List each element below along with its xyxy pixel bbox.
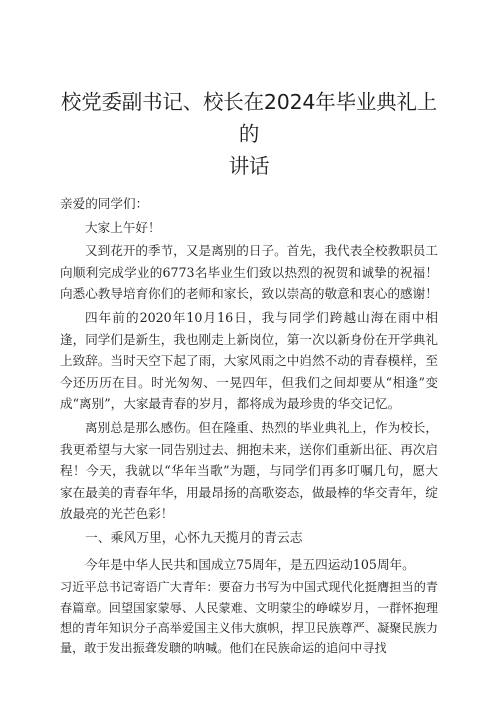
speech-body [60,193,438,659]
title-line-1: 校党委副书记、校长在2024年毕业典礼上的 [60,90,438,146]
paragraph-opening: 又到花开的季节，又是离别的日子。首先，我代表全校教职员工向顺利完成学业的6773名毕业生们致以热烈的祝贺和诚挚的祝福！向悉心教导培育你们的老师和家长，致以崇高的敬意和衷心的感谢！ [60,243,438,302]
paragraph-farewell: 离别总是那么感伤。但在隆重、热烈的毕业典礼上，作为校长，我更希望与大家一同告别过去、拥抱未来，送你们重新出征、再次启程！今天，我就以“华年当歌”为题，与同学们再多叮嘱几句，愿大家在最美的青春年华，用最昂扬的高歌姿态，做最棒的华交青年，绽放最亮的光芒色彩！ [60,419,438,522]
paragraph-quote: 习近平总书记寄语广大青年：要奋力书写为中国式现代化挺膺担当的青春篇章。回望国家蒙辱、人民蒙难、文明蒙尘的峥嵘岁月，一群怀抱理想的青年知识分子高举爱国主义伟大旗帜，捍卫民族尊严、凝聚民族力量，敢于发出振聋发聩的呐喊。他们在民族命运的追问中寻找 [60,580,438,656]
document-title [60,0,438,182]
paragraph-anniversary: 今年是中华人民共和国成立75周年，是五四运动105周年。 [85,556,415,572]
paragraph-memory: 四年前的2020年10月16日，我与同学们跨越山海在雨中相逢，同学们是新生，我也刚走上新岗位，第一次以新身份在开学典礼上致辞。当时天空下起了雨，大家风雨之中岿然不动的青春模样，至今还历历在目。时光匆匆、一晃四年，但我们之间却要从“相逢”变成“离别”，大家最青春的岁月，都将成为最珍贵的华交记忆。 [60,309,438,412]
section-heading: 一、乘风万里，心怀九天揽月的青云志 [85,530,303,546]
salutation: 亲爱的同学们： [60,196,149,211]
title-line-2: 讲话 [228,154,270,178]
greeting: 大家上午好！ [85,219,161,235]
